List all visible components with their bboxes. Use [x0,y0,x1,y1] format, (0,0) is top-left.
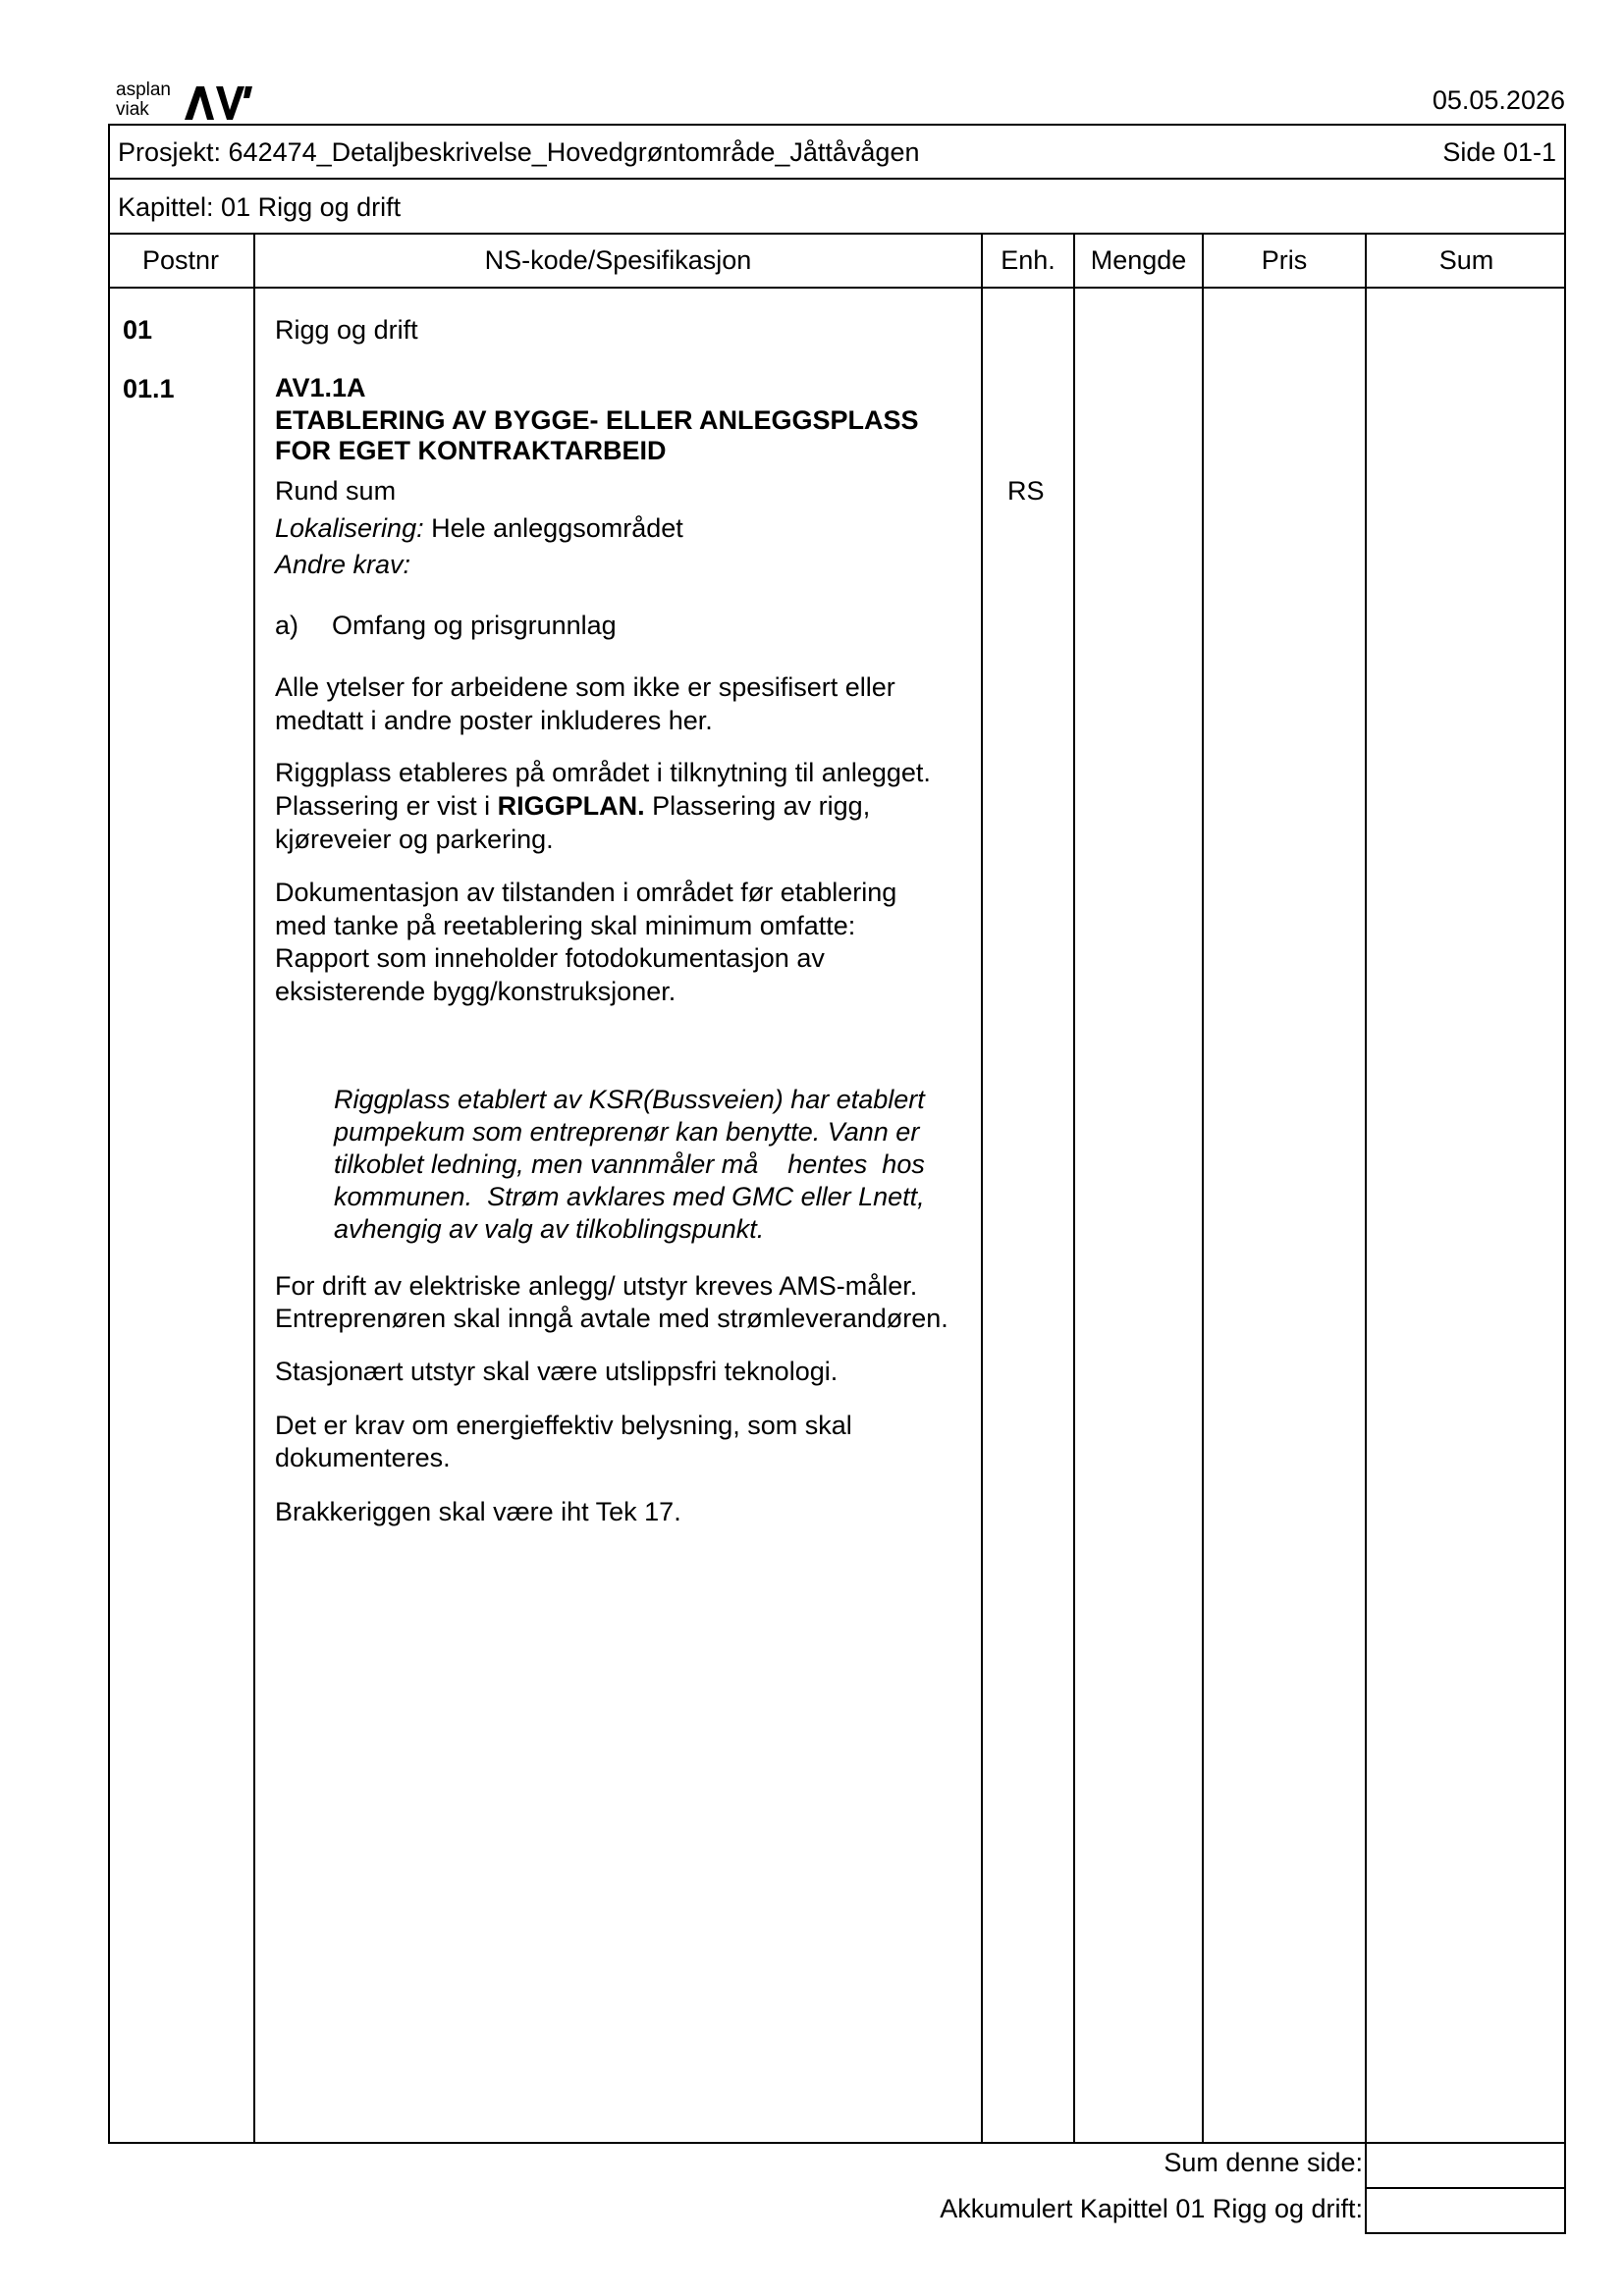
paragraph-3-line-3: Rapport som inneholder fotodokumentasjon av [275,943,825,973]
sub-a-letter: a) [275,611,299,640]
paragraph-7: Brakkeriggen skal være iht Tek 17. [275,1497,681,1526]
localization [275,512,683,545]
paragraph-4-line-1: For drift av elektriske anlegg/ utstyr kreves AMS-måler. [275,1271,918,1301]
chapter-row [108,178,1566,235]
paragraph-1-line-2: medtatt i andre poster inkluderes her. [275,706,713,735]
paragraph-2-text-a: Plassering er vist i [275,791,498,821]
note-line-1: Riggplass etablert av KSR(Bussveien) har etablert [334,1085,925,1114]
note-line-4: kommunen. Strøm avklares med GMC eller Lnett, [334,1182,925,1211]
paragraph-2-line-1: Riggplass etableres på området i tilknytning til anlegget. [275,758,931,787]
project-row [108,124,1566,180]
paragraph-4-line-2: Entreprenøren skal inngå avtale med strømleverandøren. [275,1304,948,1333]
rigg-plan-reference: RIGGPLAN. [497,791,645,821]
col-divider-5 [1365,233,1367,2144]
sum-accumulated-box [1365,2187,1566,2234]
logo-text-line2: viak [116,99,149,120]
other-requirements-label: Andre krav: [275,550,411,579]
sum-page-label: Sum denne side: [1164,2148,1363,2177]
localization-label: Lokalisering: [275,513,424,543]
paragraph-3-line-4: eksisterende bygg/konstruksjoner. [275,977,677,1006]
col-header-qty: Mengde [1090,245,1187,275]
col-divider-4 [1202,233,1204,2144]
paragraph-2-text-c: Plassering av rigg, [644,791,871,821]
col-divider-2 [981,233,983,2144]
sum-accumulated-label: Akkumulert Kapittel 01 Rigg og drift: [940,2194,1363,2223]
chapter-number: 01 [123,315,153,345]
unit-text: Rund sum [275,476,397,506]
paragraph-1-line-1: Alle ytelser for arbeidene som ikke er spesifisert eller [275,672,895,702]
col-header-unit: Enh. [1001,245,1056,275]
col-divider-1 [253,233,255,2144]
post-title-line1: ETABLERING AV BYGGE- ELLER ANLEGGSPLASS [275,405,919,435]
post-number: 01.1 [123,374,175,403]
col-header-sum: Sum [1438,245,1494,275]
paragraph-2-line-3: kjøreveier og parkering. [275,825,554,854]
project-title: Prosjekt: 642474_Detaljbeskrivelse_Hovedgrøntområde_Jåttåvågen [118,137,920,167]
unit-code: RS [1007,476,1045,506]
col-header-postnr: Postnr [141,245,220,275]
paragraph-2-line-2 [275,790,870,823]
note-line-3: tilkoblet ledning, men vannmåler må hentes hos [334,1149,925,1179]
logo-mark-icon [183,80,261,122]
sum-page-box [1365,2142,1566,2189]
sub-a-heading: Omfang og prisgrunnlag [332,611,617,640]
paragraph-6-line-2: dokumenteres. [275,1443,451,1472]
paragraph-3-line-1: Dokumentasjon av tilstanden i området før etablering [275,878,897,907]
page-number: Side 01-1 [1442,137,1556,167]
chapter-title: Kapittel: 01 Rigg og drift [118,192,402,222]
paragraph-6-line-1: Det er krav om energieffektiv belysning, som skal [275,1411,852,1440]
localization-value: Hele anleggsområdet [423,513,683,543]
post-title-line2: FOR EGET KONTRAKTARBEID [275,436,667,465]
company-logo [116,79,263,124]
note-line-5: avhengig av valg av tilkoblingspunkt. [334,1214,765,1244]
chapter-heading: Rigg og drift [275,315,418,345]
paragraph-3-line-2: med tanke på reetablering skal minimum omfatte: [275,911,856,940]
col-header-spec: NS-kode/Spesifikasjon [484,245,752,275]
col-divider-3 [1073,233,1075,2144]
paragraph-5: Stasjonært utstyr skal være utslippsfri teknologi. [275,1357,839,1386]
note-line-2: pumpekum som entreprenør kan benytte. Vann er [334,1117,920,1147]
document-date: 05.05.2026 [1432,85,1565,115]
ns-code: AV1.1A [275,373,366,402]
logo-text-line1: asplan [116,80,171,100]
col-header-price: Pris [1261,245,1308,275]
